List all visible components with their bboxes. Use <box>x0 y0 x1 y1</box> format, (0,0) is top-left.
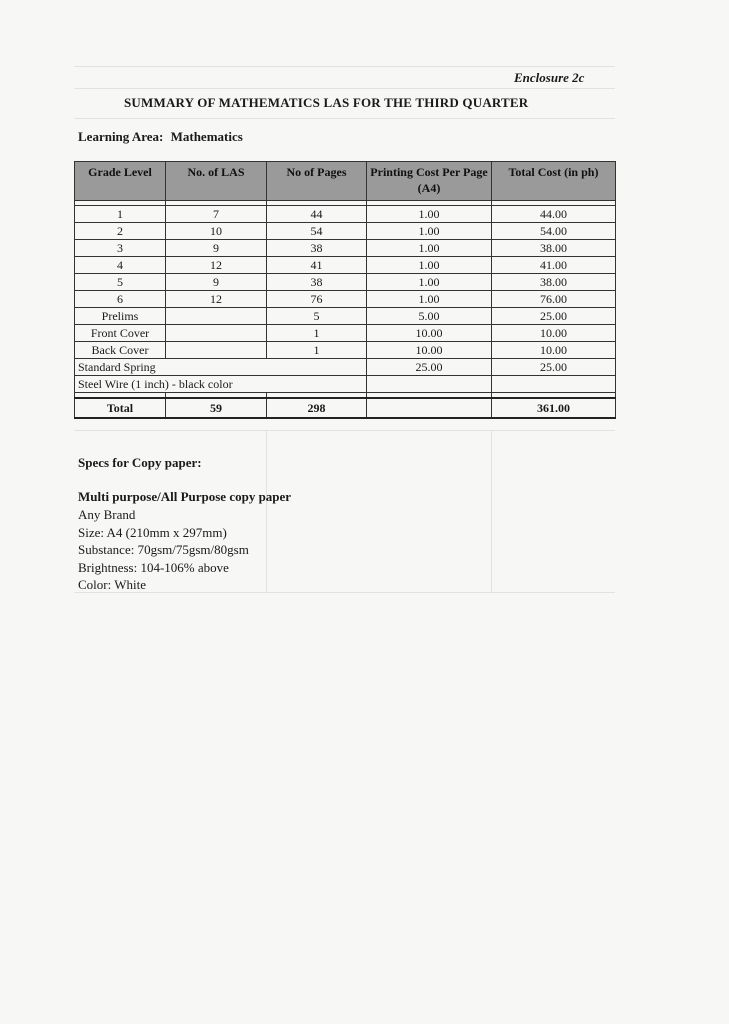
cell: 12 <box>166 291 267 308</box>
cell: 10.00 <box>492 325 616 342</box>
grid-line <box>74 118 615 119</box>
specs-line: Color: White <box>78 577 147 592</box>
table-row <box>75 223 616 240</box>
cell: 2 <box>75 223 166 240</box>
cell: Back Cover <box>75 342 166 359</box>
cell <box>166 342 267 359</box>
table-row <box>75 274 616 291</box>
cell: 38.00 <box>492 274 616 291</box>
cell-standard-spring-label: Standard Spring <box>75 359 367 376</box>
enclosure-label: Enclosure 2c <box>514 70 585 85</box>
cell: 1 <box>75 206 166 223</box>
cell: 5 <box>267 308 367 325</box>
cell: 10.00 <box>367 342 492 359</box>
cell: 38 <box>267 274 367 291</box>
table-total-row <box>75 398 616 418</box>
table-row <box>75 308 616 325</box>
cell: Prelims <box>75 308 166 325</box>
cell-total-label: Total <box>75 398 166 418</box>
cell: 12 <box>166 257 267 274</box>
learning-area-value: Mathematics <box>170 129 243 144</box>
cell: 38 <box>267 240 367 257</box>
table-row <box>75 206 616 223</box>
cell: 1.00 <box>367 274 492 291</box>
cell: 10.00 <box>367 325 492 342</box>
cell: 1.00 <box>367 240 492 257</box>
specs-subheading: Multi purpose/All Purpose copy paper <box>78 489 292 504</box>
cell: 5.00 <box>367 308 492 325</box>
cell: 76.00 <box>492 291 616 308</box>
specs-heading: Specs for Copy paper: <box>78 455 202 470</box>
cell: 7 <box>166 206 267 223</box>
table-header-row <box>75 162 616 201</box>
grid-line <box>74 66 615 67</box>
cell: 25.00 <box>367 359 492 376</box>
specs-list <box>78 506 249 594</box>
header-no-of-pages: No of Pages <box>267 162 367 201</box>
cell: 10 <box>166 223 267 240</box>
cell: 25.00 <box>492 308 616 325</box>
cell: 5 <box>75 274 166 291</box>
cell-total-amount: 361.00 <box>492 398 616 418</box>
las-summary-table <box>74 161 616 419</box>
cell: 9 <box>166 274 267 291</box>
cell <box>166 325 267 342</box>
table-row <box>75 240 616 257</box>
learning-area-label: Learning Area: <box>78 129 164 144</box>
table-row <box>75 291 616 308</box>
table-row-steel-wire <box>75 376 616 393</box>
cell-steel-wire-label: Steel Wire (1 inch) - black color <box>75 376 367 393</box>
header-total-cost: Total Cost (in ph) <box>492 162 616 201</box>
cell <box>367 376 492 393</box>
cell-total-cost-blank <box>367 398 492 418</box>
specs-line: Substance: 70gsm/75gsm/80gsm <box>78 542 249 557</box>
table-row <box>75 342 616 359</box>
cell: 76 <box>267 291 367 308</box>
cell: 38.00 <box>492 240 616 257</box>
cell <box>492 376 616 393</box>
specs-line: Brightness: 104-106% above <box>78 559 229 575</box>
cell: 54.00 <box>492 223 616 240</box>
cell: 1.00 <box>367 223 492 240</box>
cell: 9 <box>166 240 267 257</box>
cell: 41.00 <box>492 257 616 274</box>
cell: 41 <box>267 257 367 274</box>
grid-line <box>74 430 615 431</box>
cell: 1.00 <box>367 257 492 274</box>
table-row-standard-spring <box>75 359 616 376</box>
cell: 1.00 <box>367 291 492 308</box>
cell: 25.00 <box>492 359 616 376</box>
cell: 44.00 <box>492 206 616 223</box>
document-title: SUMMARY OF MATHEMATICS LAS FOR THE THIRD QUARTER <box>124 95 529 110</box>
cell: 10.00 <box>492 342 616 359</box>
specs-line: Size: A4 (210mm x 297mm) <box>78 524 227 540</box>
cell: 3 <box>75 240 166 257</box>
learning-area <box>78 129 243 145</box>
header-grade-level: Grade Level <box>75 162 166 201</box>
cell: 1.00 <box>367 206 492 223</box>
grid-line <box>74 88 615 89</box>
grid-line <box>491 430 492 592</box>
table-row <box>75 325 616 342</box>
cell <box>166 308 267 325</box>
grid-line <box>266 430 267 592</box>
header-no-of-las: No. of LAS <box>166 162 267 201</box>
table-row <box>75 257 616 274</box>
cell: 4 <box>75 257 166 274</box>
cell: 1 <box>267 342 367 359</box>
cell: 6 <box>75 291 166 308</box>
cell-total-las: 59 <box>166 398 267 418</box>
specs-line: Any Brand <box>78 507 136 522</box>
header-printing-cost: Printing Cost Per Page (A4) <box>367 162 492 201</box>
cell: 1 <box>267 325 367 342</box>
cell-total-pages: 298 <box>267 398 367 418</box>
cell: 54 <box>267 223 367 240</box>
cell: 44 <box>267 206 367 223</box>
cell: Front Cover <box>75 325 166 342</box>
